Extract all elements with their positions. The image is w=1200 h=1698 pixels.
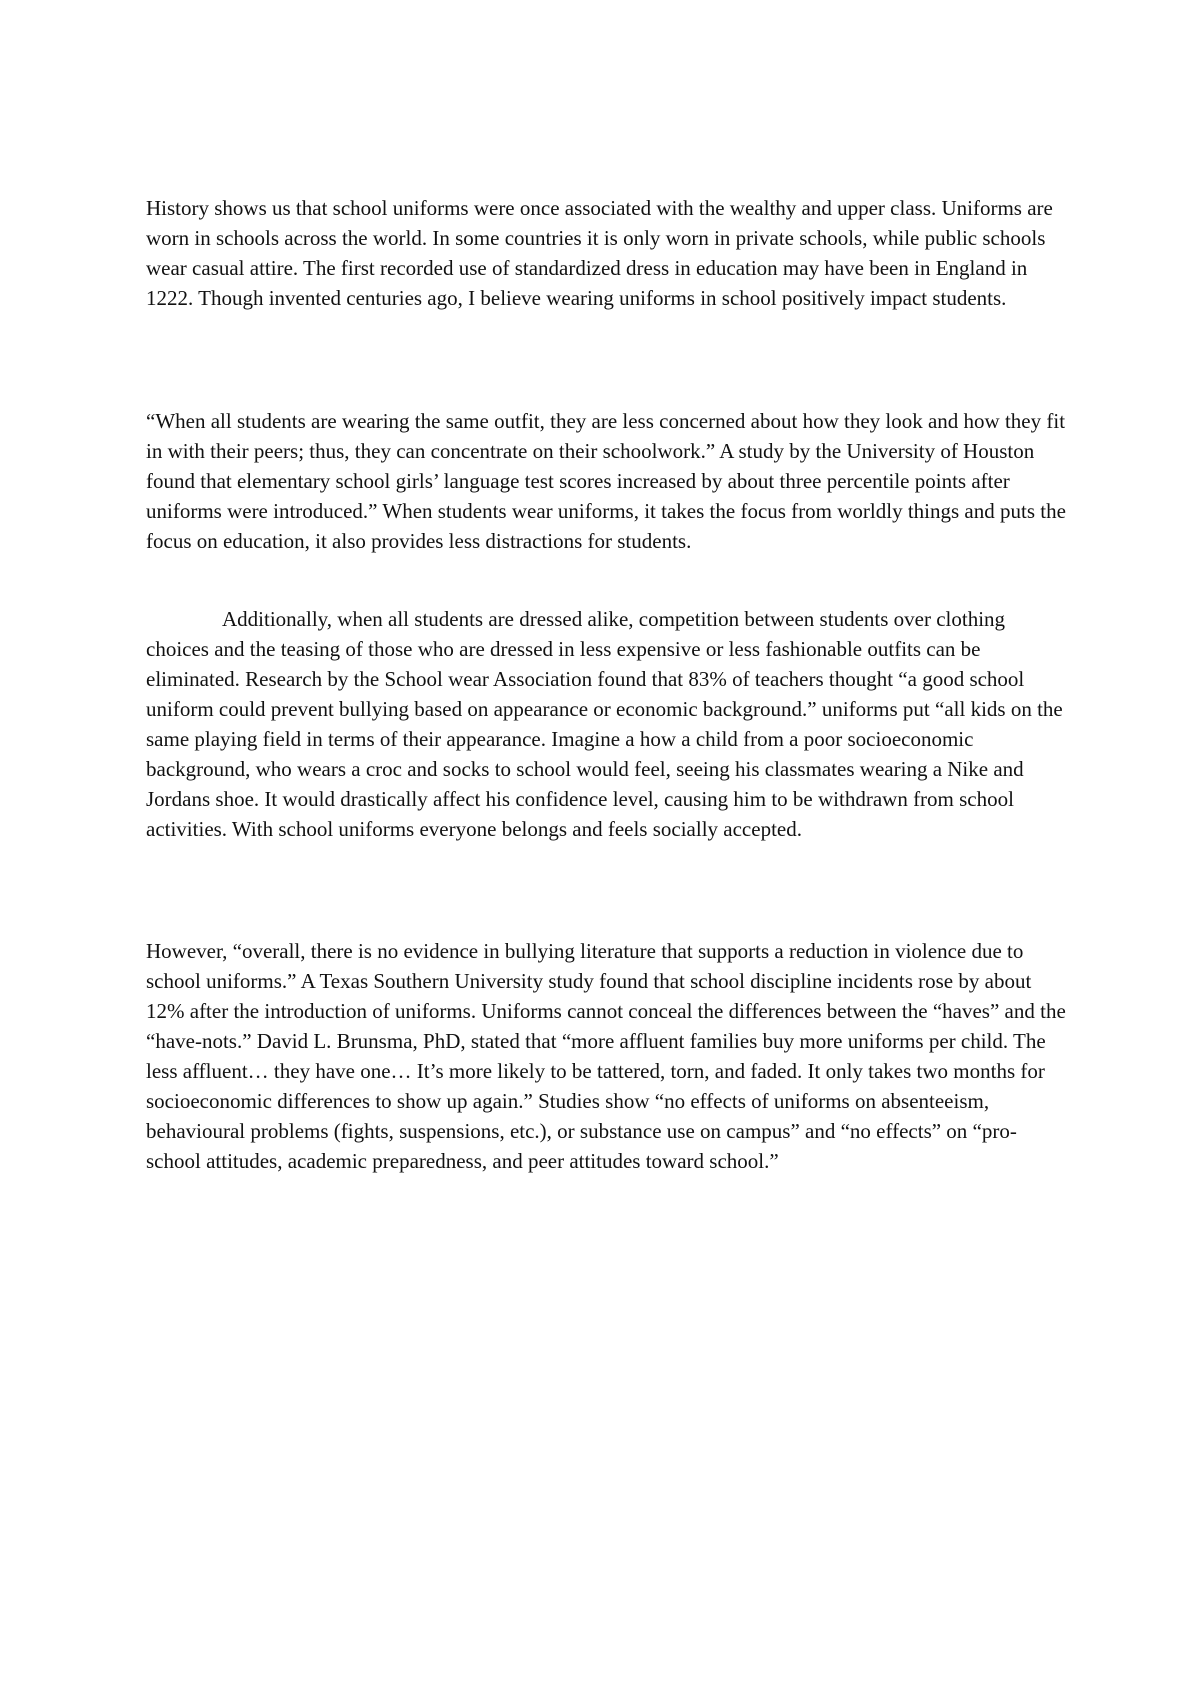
paragraph-history: History shows us that school uniforms were once associated with the wealthy and upper class. Uniforms are worn in schools across the world. In some countries it is only worn in private schools, while public schools wear casual attire. The first recorded use of standardized dress in education may have been in England in 1222. Though invented centuries ago, I believe wearing uniforms in school positively impact students. (146, 196, 1053, 310)
paragraph-however: However, “overall, there is no evidence in bullying literature that supports a reduction in violence due to school uniforms.” A Texas Southern University study found that school discipline incidents rose by about 12% after the introduction of uniforms. Uniforms cannot conceal the differences between the “haves” and the “have-nots.” David L. Brunsma, PhD, stated that “more affluent families buy more uniforms per child. The less affluent… they have one… It’s more likely to be tattered, torn, and faded. It only takes two months for socioeconomic differences to show up again.” Studies show “no effects of uniforms on absenteeism, behavioural problems (fights, suspensions, etc.), or substance use on campus” and “no effects” on “pro-school attitudes, academic preparedness, and peer attitudes toward school.” (146, 939, 1066, 1173)
paragraph-additionally: Additionally, when all students are dressed alike, competition between students over clothing choices and the teasing of those who are dressed in less expensive or less fashionable outfits can be eliminated. Research by the School wear Association found that 83% of teachers thought “a good school uniform could prevent bullying based on appearance or economic background.” uniforms put “all kids on the same playing field in terms of their appearance. Imagine a how a child from a poor socioeconomic background, who wears a croc and socks to school would feel, seeing his classmates wearing a Nike and Jordans shoe. It would drastically affect his confidence level, causing him to be withdrawn from school activities. With school uniforms everyone belongs and feels socially accepted. (146, 607, 1063, 841)
paragraph-quote: “When all students are wearing the same outfit, they are less concerned about how they look and how they fit in with their peers; thus, they can concentrate on their schoolwork.” A study by the University of Houston found that elementary school girls’ language test scores increased by about three percentile points after uniforms were introduced.” When students wear uniforms, it takes the focus from worldly things and puts the focus on education, it also provides less distractions for students. (146, 409, 1066, 553)
